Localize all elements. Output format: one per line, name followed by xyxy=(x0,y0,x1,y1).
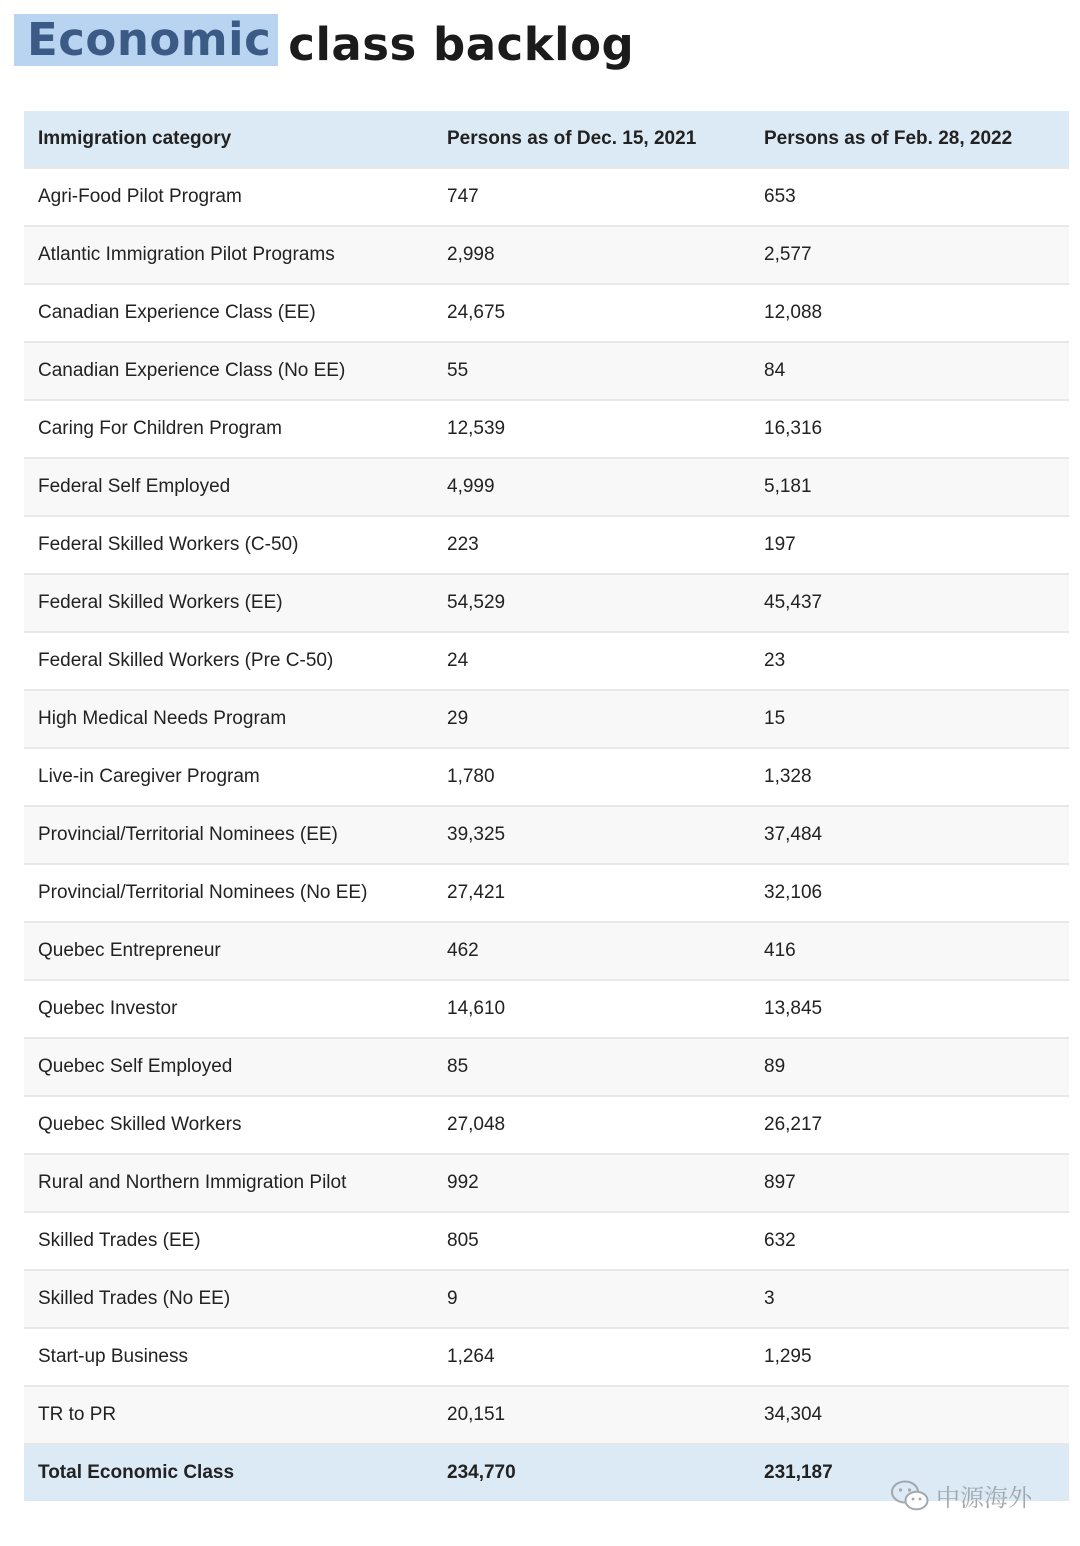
persons-dec-2021-cell: 223 xyxy=(433,516,750,574)
category-cell: High Medical Needs Program xyxy=(24,690,433,748)
category-cell: Agri-Food Pilot Program xyxy=(24,168,433,226)
header-immigration-category: Immigration category xyxy=(24,111,433,168)
table-row xyxy=(24,632,1069,690)
category-cell: Atlantic Immigration Pilot Programs xyxy=(24,226,433,284)
persons-feb-2022-cell: 632 xyxy=(750,1212,1069,1270)
persons-dec-2021-cell: 747 xyxy=(433,168,750,226)
persons-feb-2022-cell: 416 xyxy=(750,922,1069,980)
backlog-table xyxy=(24,111,1069,1501)
persons-feb-2022-cell: 26,217 xyxy=(750,1096,1069,1154)
watermark-text: 中源海外 xyxy=(936,1484,1032,1512)
category-cell: Federal Skilled Workers (Pre C-50) xyxy=(24,632,433,690)
category-cell: Canadian Experience Class (No EE) xyxy=(24,342,433,400)
persons-dec-2021-cell: 1,780 xyxy=(433,748,750,806)
table-row xyxy=(24,574,1069,632)
persons-feb-2022-cell: 23 xyxy=(750,632,1069,690)
category-cell: Federal Skilled Workers (C-50) xyxy=(24,516,433,574)
category-cell: Quebec Skilled Workers xyxy=(24,1096,433,1154)
category-cell: Quebec Self Employed xyxy=(24,1038,433,1096)
category-cell: Federal Skilled Workers (EE) xyxy=(24,574,433,632)
persons-dec-2021-cell: 805 xyxy=(433,1212,750,1270)
persons-feb-2022-cell: 653 xyxy=(750,168,1069,226)
persons-dec-2021-cell: 54,529 xyxy=(433,574,750,632)
category-cell: Federal Self Employed xyxy=(24,458,433,516)
title-rest: class backlog xyxy=(288,17,635,71)
category-cell: Caring For Children Program xyxy=(24,400,433,458)
category-cell: Skilled Trades (EE) xyxy=(24,1212,433,1270)
category-cell: Start-up Business xyxy=(24,1328,433,1386)
table-row xyxy=(24,284,1069,342)
persons-feb-2022-cell: 16,316 xyxy=(750,400,1069,458)
wechat-icon xyxy=(890,1479,930,1513)
persons-feb-2022-cell: 89 xyxy=(750,1038,1069,1096)
table-row xyxy=(24,1038,1069,1096)
category-cell: Canadian Experience Class (EE) xyxy=(24,284,433,342)
table-row xyxy=(24,1386,1069,1444)
table-row xyxy=(24,690,1069,748)
table-row xyxy=(24,1270,1069,1328)
persons-dec-2021-cell: 39,325 xyxy=(433,806,750,864)
table-row xyxy=(24,864,1069,922)
header-persons-feb-2022: Persons as of Feb. 28, 2022 xyxy=(750,111,1069,168)
table-row xyxy=(24,1328,1069,1386)
table-row xyxy=(24,1212,1069,1270)
table-row xyxy=(24,748,1069,806)
total-dec-2021: 234,770 xyxy=(433,1444,750,1501)
table-row xyxy=(24,980,1069,1038)
category-cell: Provincial/Territorial Nominees (EE) xyxy=(24,806,433,864)
table-row xyxy=(24,342,1069,400)
category-cell: Quebec Investor xyxy=(24,980,433,1038)
persons-dec-2021-cell: 27,421 xyxy=(433,864,750,922)
persons-feb-2022-cell: 2,577 xyxy=(750,226,1069,284)
table-row xyxy=(24,226,1069,284)
table-row xyxy=(24,922,1069,980)
persons-feb-2022-cell: 15 xyxy=(750,690,1069,748)
persons-dec-2021-cell: 24,675 xyxy=(433,284,750,342)
persons-feb-2022-cell: 12,088 xyxy=(750,284,1069,342)
persons-dec-2021-cell: 9 xyxy=(433,1270,750,1328)
persons-dec-2021-cell: 4,999 xyxy=(433,458,750,516)
persons-feb-2022-cell: 45,437 xyxy=(750,574,1069,632)
category-cell: Provincial/Territorial Nominees (No EE) xyxy=(24,864,433,922)
persons-dec-2021-cell: 29 xyxy=(433,690,750,748)
persons-feb-2022-cell: 84 xyxy=(750,342,1069,400)
total-label: Total Economic Class xyxy=(24,1444,433,1501)
table-header-row xyxy=(24,111,1069,168)
persons-dec-2021-cell: 14,610 xyxy=(433,980,750,1038)
category-cell: TR to PR xyxy=(24,1386,433,1444)
table-row xyxy=(24,1096,1069,1154)
table-row xyxy=(24,1154,1069,1212)
table-row xyxy=(24,168,1069,226)
watermark xyxy=(890,1478,1032,1513)
table-row xyxy=(24,806,1069,864)
total-feb-2022: 231,187 xyxy=(750,1444,1069,1501)
category-cell: Live-in Caregiver Program xyxy=(24,748,433,806)
persons-feb-2022-cell: 897 xyxy=(750,1154,1069,1212)
title-highlighted-word: Economic xyxy=(14,14,278,66)
persons-dec-2021-cell: 2,998 xyxy=(433,226,750,284)
category-cell: Quebec Entrepreneur xyxy=(24,922,433,980)
category-cell: Skilled Trades (No EE) xyxy=(24,1270,433,1328)
persons-feb-2022-cell: 197 xyxy=(750,516,1069,574)
category-cell: Rural and Northern Immigration Pilot xyxy=(24,1154,433,1212)
persons-feb-2022-cell: 1,328 xyxy=(750,748,1069,806)
persons-dec-2021-cell: 12,539 xyxy=(433,400,750,458)
persons-dec-2021-cell: 1,264 xyxy=(433,1328,750,1386)
table-row xyxy=(24,458,1069,516)
table-row xyxy=(24,400,1069,458)
persons-dec-2021-cell: 85 xyxy=(433,1038,750,1096)
persons-dec-2021-cell: 20,151 xyxy=(433,1386,750,1444)
persons-feb-2022-cell: 13,845 xyxy=(750,980,1069,1038)
persons-feb-2022-cell: 37,484 xyxy=(750,806,1069,864)
persons-feb-2022-cell: 5,181 xyxy=(750,458,1069,516)
page-title xyxy=(14,14,634,74)
persons-feb-2022-cell: 3 xyxy=(750,1270,1069,1328)
persons-feb-2022-cell: 34,304 xyxy=(750,1386,1069,1444)
persons-feb-2022-cell: 32,106 xyxy=(750,864,1069,922)
persons-feb-2022-cell: 1,295 xyxy=(750,1328,1069,1386)
persons-dec-2021-cell: 462 xyxy=(433,922,750,980)
persons-dec-2021-cell: 992 xyxy=(433,1154,750,1212)
header-persons-dec-2021: Persons as of Dec. 15, 2021 xyxy=(433,111,750,168)
persons-dec-2021-cell: 27,048 xyxy=(433,1096,750,1154)
persons-dec-2021-cell: 24 xyxy=(433,632,750,690)
persons-dec-2021-cell: 55 xyxy=(433,342,750,400)
table-row xyxy=(24,516,1069,574)
